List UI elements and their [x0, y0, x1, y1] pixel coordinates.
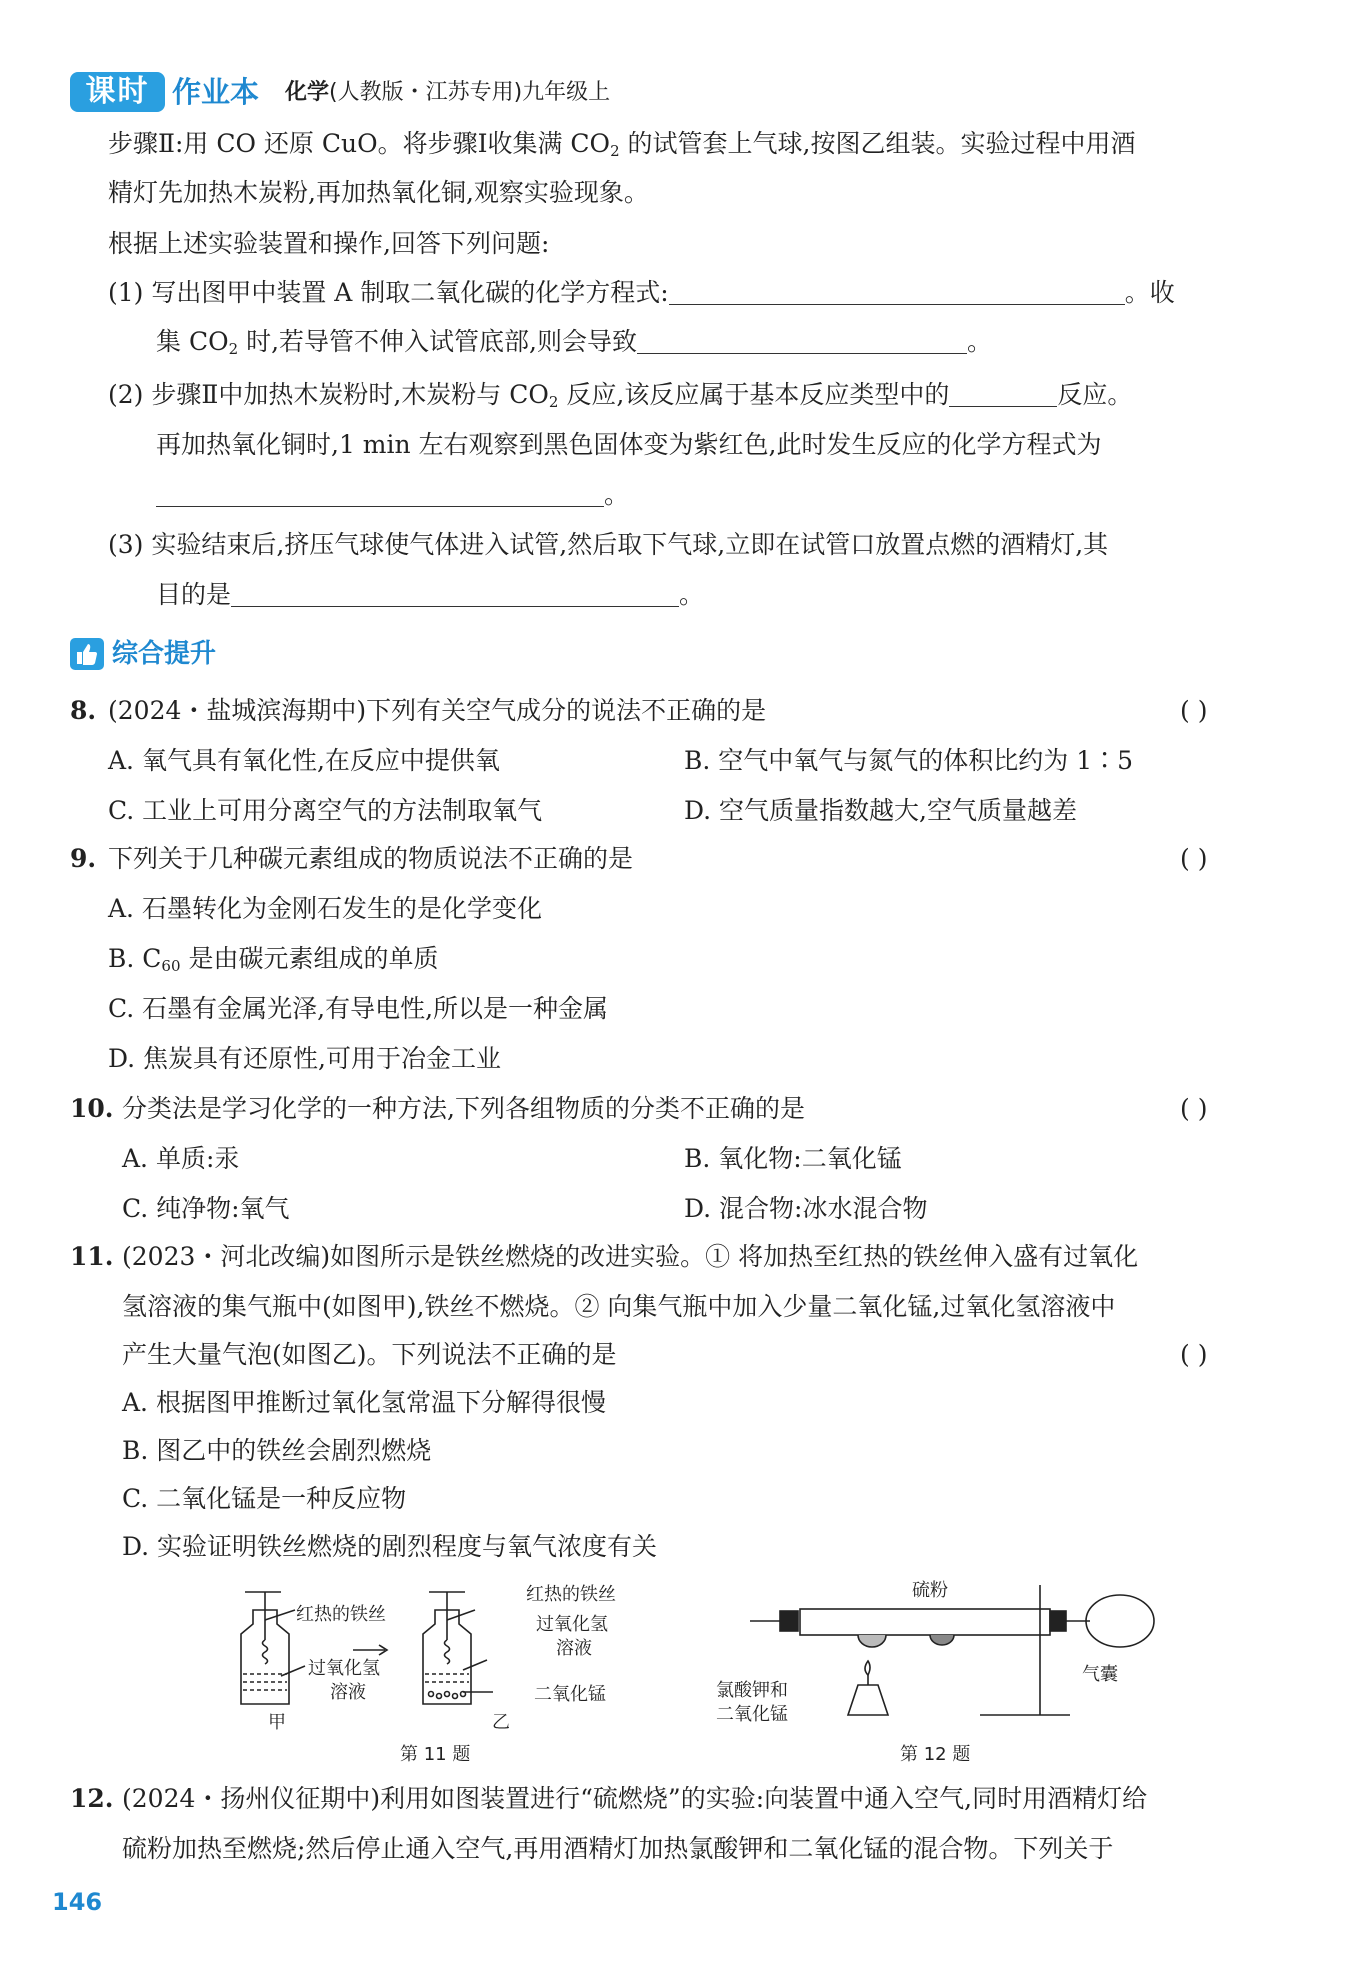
q8-answer-paren[interactable]: ( ) [1180, 696, 1208, 725]
q7-part2-line1: (2) 步骤Ⅱ中加热木炭粉时,木炭粉与 $CO_2$ 反应,该反应属于基本反应类型中的 反应。 [108, 380, 1133, 411]
q11-answer-paren[interactable]: ( ) [1180, 1340, 1208, 1369]
q8-option-d[interactable]: D. 空气质量指数越大,空气质量越差 [684, 796, 1077, 825]
fig12-label-balloon: 气囊 [1082, 1664, 1118, 1685]
q12-number: 12. [70, 1784, 114, 1813]
q8-option-c[interactable]: C. 工业上可用分离空气的方法制取氧气 [108, 796, 543, 825]
q9-answer-paren[interactable]: ( ) [1180, 844, 1208, 873]
answer-blank[interactable] [949, 380, 1057, 407]
q7-part1-line2: 集 $CO_2$ 时,若导管不伸入试管底部,则会导致 。 [156, 327, 992, 358]
fig11-label-solution-b2: 溶液 [556, 1638, 592, 1659]
step2-line2: 精灯先加热木炭粉,再加热氧化铜,观察实验现象。 [108, 178, 649, 207]
q11-line1: (2023・河北改编)如图所示是铁丝燃烧的改进实验。① 将加热至红热的铁丝伸入盛有过氧化 [122, 1242, 1139, 1271]
q11-option-b[interactable]: B. 图乙中的铁丝会剧烈燃烧 [122, 1436, 432, 1465]
q11-line2: 氢溶液的集气瓶中(如图甲),铁丝不燃烧。② 向集气瓶中加入少量二氧化锰,过氧化氢溶液中 [122, 1292, 1116, 1321]
fig11-label-wire-2: 红热的铁丝 [526, 1584, 616, 1605]
q9-option-b[interactable]: B. $C_{60}$ 是由碳元素组成的单质 [108, 944, 439, 975]
answer-blank[interactable] [156, 480, 604, 507]
question-prompt: 根据上述实验装置和操作,回答下列问题: [108, 229, 550, 258]
q7-part1-line1: (1) 写出图甲中装置 A 制取二氧化碳的化学方程式: 。收 [108, 278, 1175, 307]
q10-number: 10. [70, 1094, 114, 1123]
answer-blank[interactable] [669, 278, 1125, 305]
q8-option-b[interactable]: B. 空气中氧气与氮气的体积比约为 1∶5 [684, 746, 1134, 775]
q8-option-a[interactable]: A. 氧气具有氧化性,在反应中提供氧 [108, 746, 500, 775]
q10-answer-paren[interactable]: ( ) [1180, 1094, 1208, 1123]
q10-option-b[interactable]: B. 氧化物:二氧化锰 [684, 1144, 902, 1173]
q7-part2-line3: 。 [156, 478, 629, 512]
q11-option-d[interactable]: D. 实验证明铁丝燃烧的剧烈程度与氧气浓度有关 [122, 1532, 658, 1561]
q8-number: 8. [70, 696, 97, 725]
fig11-label-solution-b: 过氧化氢 [536, 1614, 608, 1635]
q9-option-c[interactable]: C. 石墨有金属光泽,有导电性,所以是一种金属 [108, 994, 609, 1023]
q11-number: 11. [70, 1242, 114, 1271]
air-bag [1086, 1595, 1154, 1647]
book-subtitle [285, 78, 610, 108]
q11-line3: 产生大量气泡(如图乙)。下列说法不正确的是 [122, 1340, 617, 1369]
fig11-label-jia: 甲 [268, 1712, 286, 1733]
fig12-label-reagent-2: 二氧化锰 [716, 1704, 788, 1725]
q9-stem: 下列关于几种碳元素组成的物质说法不正确的是 [108, 844, 634, 873]
q9-option-d[interactable]: D. 焦炭具有还原性,可用于冶金工业 [108, 1044, 501, 1073]
page-number: 146 [52, 1888, 103, 1916]
book-name: 作业本 [172, 75, 260, 109]
q10-option-d[interactable]: D. 混合物:冰水混合物 [684, 1194, 928, 1223]
q9-number: 9. [70, 844, 97, 873]
q10-option-a[interactable]: A. 单质:汞 [122, 1144, 240, 1173]
fig12-label-reagent: 氯酸钾和 [716, 1680, 788, 1701]
subject: 化学 [285, 80, 330, 105]
fig12-label-sulfur: 硫粉 [912, 1580, 948, 1601]
fig11-label-wire: 红热的铁丝 [296, 1604, 386, 1625]
thumbs-up-icon [70, 638, 104, 670]
q10-stem: 分类法是学习化学的一种方法,下列各组物质的分类不正确的是 [122, 1094, 805, 1123]
edition: (人教版・江苏专用)九年级上 [329, 80, 611, 105]
q12-line1: (2024・扬州仪征期中)利用如图装置进行“硫燃烧”的实验:向装置中通入空气,同时用酒精灯给 [122, 1784, 1148, 1813]
book-logo: 课时 [70, 72, 165, 112]
q9-option-a[interactable]: A. 石墨转化为金刚石发生的是化学变化 [108, 894, 542, 923]
answer-blank[interactable] [231, 580, 679, 607]
q11-option-a[interactable]: A. 根据图甲推断过氧化氢常温下分解得很慢 [122, 1388, 606, 1417]
answer-blank[interactable] [637, 327, 967, 354]
fig11-label-solution: 过氧化氢 [308, 1658, 380, 1679]
q12-line2: 硫粉加热至燃烧;然后停止通入空气,再用酒精灯加热氯酸钾和二氧化锰的混合物。下列关于 [122, 1834, 1114, 1863]
step2-line1: 步骤Ⅱ:用 CO 还原 CuO。将步骤Ⅰ收集满 $CO_2$ 的试管套上气球,按图乙组装。实验过程中用酒 [108, 129, 1136, 160]
fig11-label-yi: 乙 [492, 1712, 510, 1733]
q7-part3-line1: (3) 实验结束后,挤压气球使气体进入试管,然后取下气球,立即在试管口放置点燃的酒精灯,其 [108, 530, 1109, 559]
fig11-label-mno2: 二氧化锰 [534, 1684, 606, 1705]
q11-option-c[interactable]: C. 二氧化锰是一种反应物 [122, 1484, 407, 1513]
fig12-caption: 第 12 题 [900, 1744, 971, 1765]
section-title: 综合提升 [112, 639, 217, 669]
fig12-diagram [740, 1585, 1160, 1735]
q7-part3-line2: 目的是 。 [156, 580, 705, 609]
fig11-caption: 第 11 题 [400, 1744, 471, 1765]
q10-option-c[interactable]: C. 纯净物:氧气 [122, 1194, 290, 1223]
fig11-label-solution-2: 溶液 [330, 1682, 366, 1703]
q7-part2-line2: 再加热氧化铜时,1 min 左右观察到黑色固体变为紫红色,此时发生反应的化学方程式为 [156, 430, 1102, 459]
q8-stem: (2024・盐城滨海期中)下列有关空气成分的说法不正确的是 [108, 696, 767, 725]
